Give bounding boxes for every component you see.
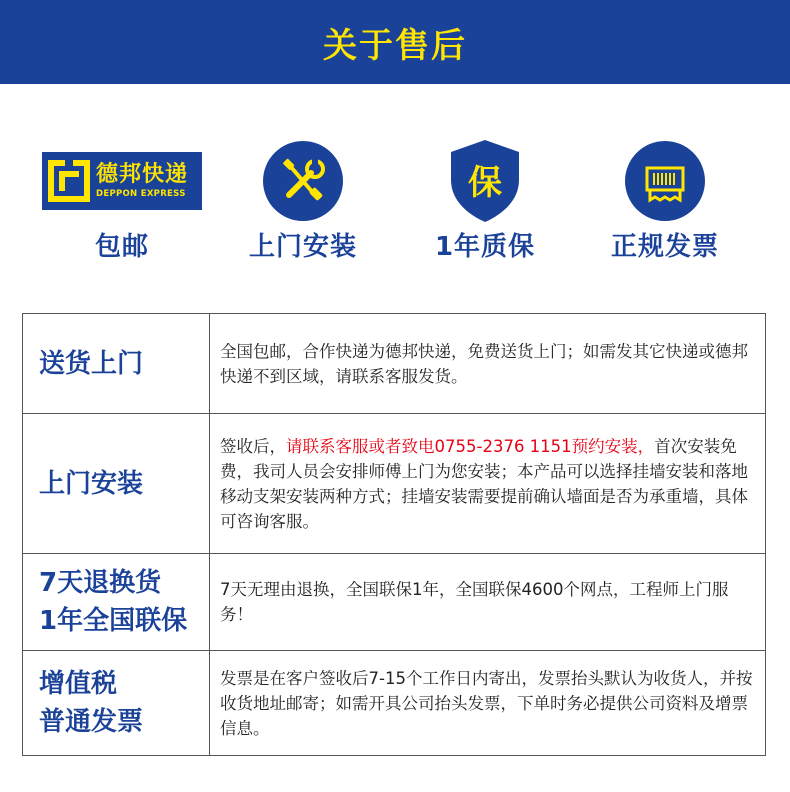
row-text-delivery	[210, 314, 766, 414]
row-text-body: 全国包邮，合作快递为德邦快递，免费送货上门；如需发其它快递或德邦快递不到区域，请联系客服发货。	[220, 341, 748, 386]
feature-label-installation: 上门安装	[248, 232, 357, 262]
row-text-installation	[210, 414, 766, 554]
row-label-line: 上门安装	[39, 468, 144, 499]
header-banner	[0, 0, 790, 84]
row-text-body-continued: 首次安装免费，我司人员会安排师傅上门为您安装；本产品可以选择挂墙安装和落地移动支架安装两种方式；挂墙安装需要提前确认墙面是否为承重墙，具体可咨询客服。	[220, 436, 748, 531]
feature-label-invoice: 正规发票	[610, 232, 719, 262]
invoice-icon	[625, 141, 705, 221]
row-label-line: 普通发票	[39, 707, 144, 737]
row-label-delivery	[23, 314, 210, 414]
row-text-body: 签收后，	[220, 436, 286, 456]
feature-label-free-shipping: 包邮	[94, 232, 149, 262]
deppon-logo-en: DEPPON EXPRESS	[96, 189, 186, 199]
table-row	[23, 651, 766, 756]
table-row	[23, 414, 766, 554]
row-label-installation	[23, 414, 210, 554]
shield-badge: 保	[468, 163, 502, 203]
deppon-mark-icon	[48, 160, 90, 202]
deppon-logo-icon	[42, 152, 202, 210]
table-row	[23, 314, 766, 414]
shield-icon	[447, 138, 523, 224]
row-label-returns	[23, 554, 210, 651]
feature-installation	[213, 138, 393, 268]
feature-label-warranty: 1年质保	[434, 232, 536, 262]
row-text-invoice	[210, 651, 766, 756]
page-title: 关于售后	[323, 25, 467, 66]
feature-warranty	[395, 138, 575, 268]
table-row	[23, 554, 766, 651]
feature-free-shipping	[32, 138, 212, 268]
deppon-logo-cn: 德邦快递	[96, 162, 189, 187]
row-label-line: 增值税	[39, 669, 118, 699]
row-label-line: 7天退换货	[39, 568, 162, 598]
after-sales-table	[22, 313, 766, 756]
feature-invoice	[575, 138, 755, 268]
feature-icons-row	[0, 138, 790, 268]
row-label-line: 送货上门	[39, 348, 144, 379]
row-text-body: 发票是在客户签收后7-15个工作日内寄出，发票抬头默认为收货人，并按收货地址邮寄；如需开具公司抬头发票，下单时务必提供公司资料及增票信息。	[220, 668, 753, 738]
row-label-invoice	[23, 651, 210, 756]
row-text-highlight: 请联系客服或者致电0755-2376 1151预约安装，	[286, 436, 655, 456]
tools-icon	[263, 141, 343, 221]
row-text-returns	[210, 554, 766, 651]
row-text-body: 7天无理由退换，全国联保1年，全国联保4600个网点，工程师上门服务！	[220, 580, 729, 624]
row-label-line: 1年全国联保	[39, 606, 188, 636]
